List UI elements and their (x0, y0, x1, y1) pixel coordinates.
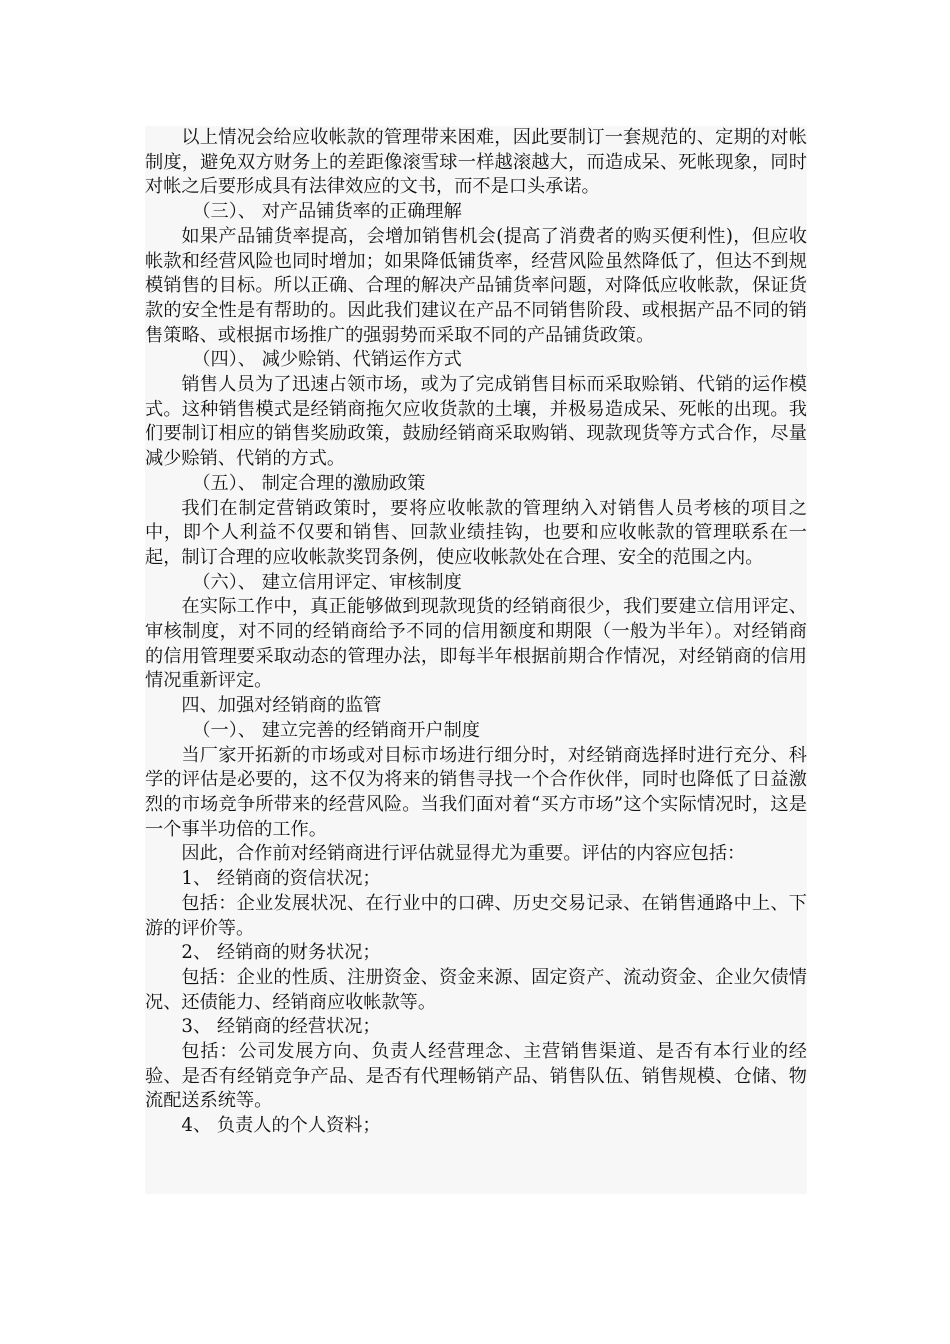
paragraph: 1、 经销商的资信状况； (181, 868, 381, 890)
paragraph: 包括：公司发展方向、负责人经营理念、主营销售渠道、是否有本行业的经验、是否有经销竞争产品、是否有代理畅销产品、销售队伍、销售规模、仓储、物流配送系统等。 (145, 1041, 807, 1112)
paragraph: 销售人员为了迅速占领市场，或为了完成销售目标而采取赊销、代销的运作模式。这种销售模式是经销商拖欠应收货款的土壤，并极易造成呆、死帐的出现。我们要制订相应的销售奖励政策，鼓励经销商采取购销、现款现货等方式合作，尽量减少赊销、代销的方式。 (145, 374, 807, 470)
section-heading: （三）、 对产品铺货率的正确理解 (192, 201, 462, 223)
paragraph: 以上情况会给应收帐款的管理带来困难，因此要制订一套规范的、定期的对帐制度，避免双方财务上的差距像滚雪球一样越滚越大，而造成呆、死帐现象，同时对帐之后要形成具有法律效应的文书，而不是口头承诺。 (145, 127, 807, 198)
paragraph: 我们在制定营销政策时，要将应收帐款的管理纳入对销售人员考核的项目之中，即个人利益不仅要和销售、回款业绩挂钩，也要和应收帐款的管理联系在一起，制订合理的应收帐款奖罚条例，使应收帐款处在合理、安全的范围之内。 (145, 497, 807, 568)
document-text-block (145, 126, 807, 1194)
section-heading: （六）、 建立信用评定、审核制度 (192, 571, 462, 593)
section-heading: （四）、 减少赊销、代销运作方式 (192, 349, 462, 371)
section-heading: （一）、 建立完善的经销商开户制度 (192, 719, 480, 741)
paragraph: 包括：企业发展状况、在行业中的口碑、历史交易记录、在销售通路中上、下游的评价等。 (145, 892, 807, 939)
paragraph: 当厂家开拓新的市场或对目标市场进行细分时，对经销商选择时进行充分、科学的评估是必要的，这不仅为将来的销售寻找一个合作伙伴，同时也降低了日益激烈的市场竞争所带来的经营风险。当我们面对着“买方市场”这个实际情况时，这是一个事半功倍的工作。 (145, 744, 807, 840)
paragraph: 包括：企业的性质、注册资金、资金来源、固定资产、流动资金、企业欠债情况、还债能力、经销商应收帐款等。 (145, 966, 807, 1013)
paragraph: 四、加强对经销商的监管 (181, 695, 382, 717)
paragraph: 在实际工作中，真正能够做到现款现货的经销商很少，我们要建立信用评定、审核制度，对不同的经销商给予不同的信用额度和期限（一般为半年）。对经销商的信用管理要采取动态的管理办法，即每半年根据前期合作情况，对经销商的信用情况重新评定。 (145, 596, 807, 692)
paragraph: 2、 经销商的财务状况； (181, 942, 381, 964)
section-heading: （五）、 制定合理的激励政策 (192, 472, 426, 494)
paragraph: 4、 负责人的个人资料； (181, 1115, 381, 1137)
paragraph: 如果产品铺货率提高，会增加销售机会(提高了消费者的购买便利性)，但应收帐款和经营风险也同时增加；如果降低铺货率，经营风险虽然降低了，但达不到规模销售的目标。所以正确、合理的解决产品铺货率问题，对降低应收帐款，保证货款的安全性是有帮助的。因此我们建议在产品不同销售阶段、或根据产品不同的销售策略、或根据市场推广的强弱势而采取不同的产品铺货政策。 (145, 225, 807, 346)
document-body (145, 126, 807, 1139)
paragraph: 3、 经销商的经营状况； (181, 1016, 381, 1038)
paragraph: 因此，合作前对经销商进行评估就显得尤为重要。评估的内容应包括： (181, 843, 746, 865)
